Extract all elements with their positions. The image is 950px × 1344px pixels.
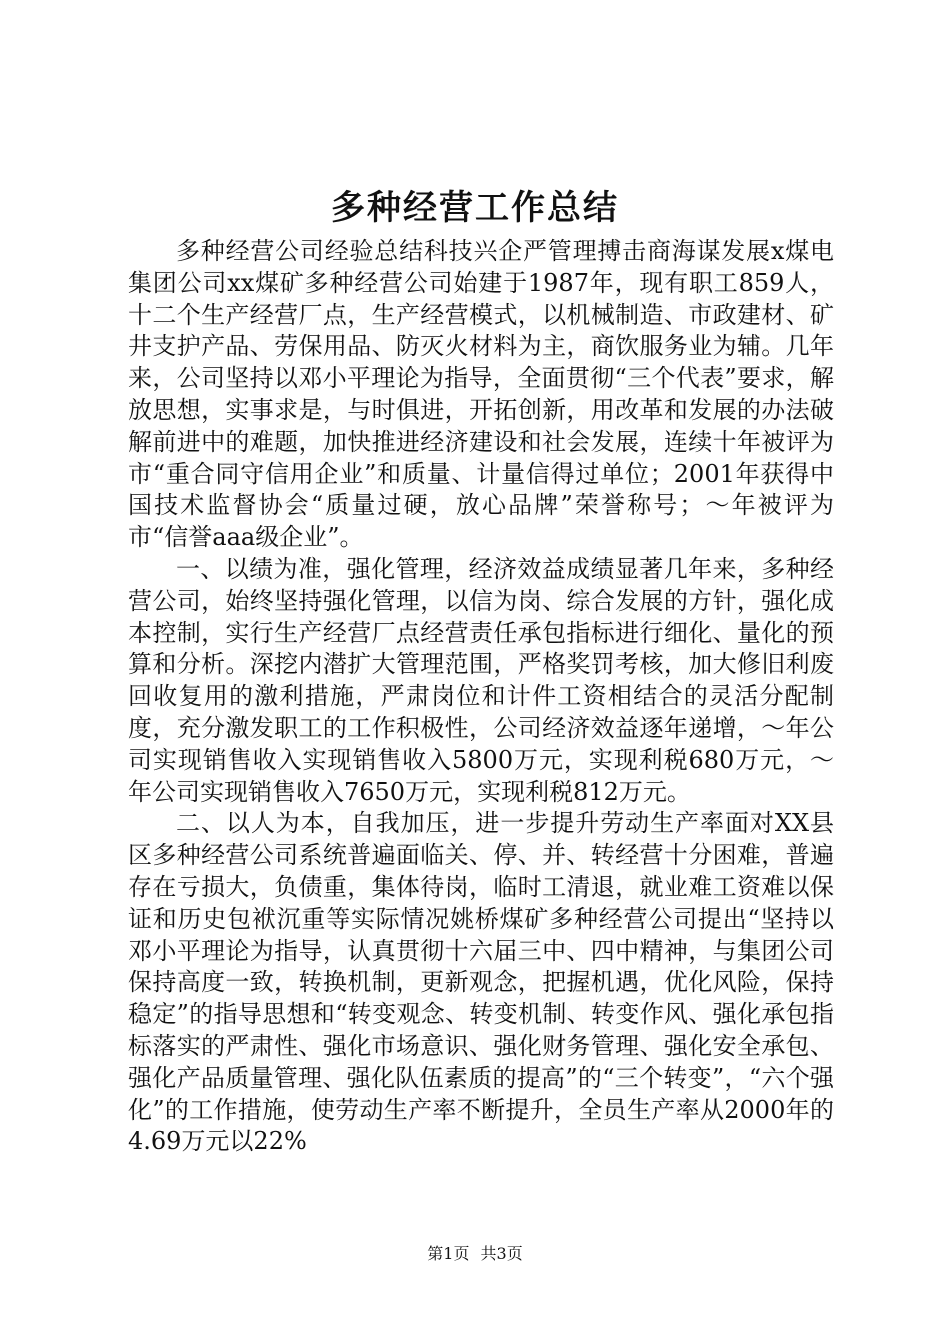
page-number: 第1页 [427, 1244, 470, 1263]
paragraph-section-one: 一、以绩为准，强化管理，经济效益成绩显著几年来，多种经营公司，始终坚持强化管理，以信为岗、综合发展的方针，强化成本控制，实行生产经营厂点经营责任承包指标进行细化、量化的预算和分析。深挖内潜扩大管理范围，严格奖罚考核，加大修旧利废回收复用的激利措施，严肃岗位和计件工资相结合的灵活分配制度，充分激发职工的工作积极性，公司经济效益逐年递增，～年公司实现销售收入实现销售收入5800万元，实现利税680万元，～年公司实现销售收入7650万元，实现利税812万元。 [128, 554, 834, 806]
document-body [128, 236, 834, 1158]
paragraph-section-two: 二、以人为本，自我加压，进一步提升劳动生产率面对XX县区多种经营公司系统普遍面临关、停、并、转经营十分困难，普遍存在亏损大，负债重，集体待岗，临时工清退，就业难工资难以保证和历史包袱沉重等实际情况姚桥煤矿多种经营公司提出“坚持以邓小平理论为指导，认真贯彻十六届三中、四中精神，与集团公司保持高度一致，转换机制，更新观念，把握机遇，优化风险，保持稳定”的指导思想和“转变观念、转变机制、转变作风、强化承包指标落实的严肃性、强化市场意识、强化财务管理、强化安全承包、强化产品质量管理、强化队伍素质的提高”的“三个转变”，“六个强化”的工作措施，使劳动生产率不断提升，全员生产率从2000年的4.69万元以22% [128, 809, 834, 1156]
document-title: 多种经营工作总结 [331, 188, 619, 228]
paragraph-intro: 多种经营公司经验总结科技兴企严管理搏击商海谋发展x煤电集团公司xx煤矿多种经营公司始建于1987年，现有职工859人，十二个生产经营厂点，生产经营模式，以机械制造、市政建材、矿井支护产品、劳保用品、防灭火材料为主，商饮服务业为辅。几年来，公司坚持以邓小平理论为指导，全面贯彻“三个代表”要求，解放思想，实事求是，与时俱进，开拓创新，用改革和发展的办法破解前进中的难题，加快推进经济建设和社会发展，连续十年被评为市“重合同守信用企业”和质量、计量信得过单位；2001年获得中国技术监督协会“质量过硬，放心品牌”荣誉称号；～年被评为市“信誉aaa级企业”。 [128, 237, 834, 552]
page-total: 共3页 [480, 1244, 523, 1263]
page-footer [0, 1243, 950, 1265]
